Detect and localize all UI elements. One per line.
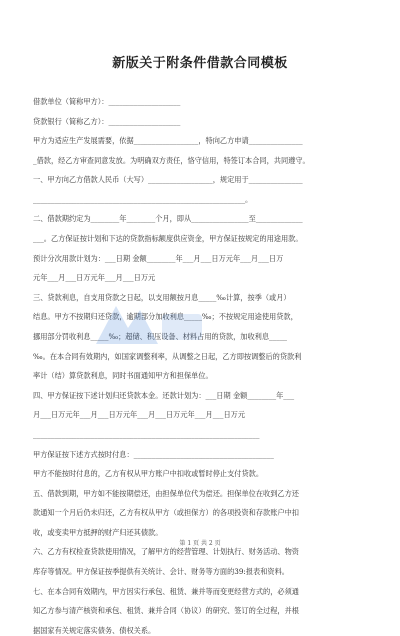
body-line: ___________________________________________________________。 [33, 194, 253, 204]
watermark-logo [88, 296, 208, 356]
body-line: 一、甲方向乙方借款人民币（大写）__________________，规定用于_______________ [33, 175, 303, 185]
body-line: ___。乙方保证按计划和下达的贷款指标额度供应资金，甲方保证按规定的用途用款。 [33, 233, 303, 243]
body-line: 预计分次用款计划为：___日期 金额________年___月___日万元年___月___日万 [33, 253, 284, 263]
body-line: 三、贷款利息，自支用贷款之日起，以支用额按月息_____‰计算，按季（或月） [33, 292, 291, 302]
body-line: 甲方保证按下述方式按时付息：_______________________________________ [33, 449, 274, 459]
body-line: 率计（结）算贷款利息，同时书面通知甲方和担保单位。 [33, 371, 213, 381]
body-line: 二、借款期约定为________年________个月，即从________________至_____________ [33, 214, 303, 224]
body-line: 据国家有关规定落实债务、债权关系。 [33, 625, 156, 635]
lender-line: 借款单位（简称甲方）：____________________ [33, 97, 181, 106]
body-line: 六、乙方有权检查贷款使用情况，了解甲方的经营管理、计划执行、财务活动、物资 [33, 547, 299, 557]
body-line: ‰。在本合同有效期内，如国家调整利率，从调整之日起，乙方即按调整后的贷款利 [33, 351, 302, 361]
body-line: 甲方为适应生产发展需要，依据__________________，特向乙方申请_______________ [33, 136, 303, 145]
body-line: 四、甲方保证按下述计划归还贷款本金。还款计划为：___日期 金额________年___ [33, 390, 295, 400]
body-line: 元年___月___日万元年___月___日万元 [33, 273, 156, 283]
body-line: 收，或变卖甲方抵押的财产归还其债款。 [33, 527, 163, 537]
body-line: _借款，经乙方审查同意发放。为明确双方责任，恪守信用，特签订本合同，共同遵守。 [33, 155, 310, 165]
body-line: 月___日万元年___月___日万元年___月___日万元年___月___日万元 [33, 410, 246, 420]
body-line: 库存等情况。甲方保证按季提供有关统计、会计、财务等方面的39:报表和资料。 [33, 567, 289, 577]
borrower-line: 贷款银行（简称乙方）：____________________ [33, 116, 181, 126]
body-line: _______________________________________________________________ [33, 429, 260, 439]
body-line: 款通知一个月后仍未归还，乙方有权从甲方（或担保方）的各项投资和存款账户中扣 [33, 508, 299, 518]
document-title: 新版关于附条件借款合同模板 [112, 56, 288, 71]
body-line: 甲方不能按时付息的，乙方有权从甲方账户中扣收或暂时停止支付贷款。 [33, 469, 264, 479]
page-footer: 第 1 页 共 2 页 [179, 540, 221, 547]
body-line: 七、在本合同有效期内，甲方因实行承包、租赁、兼并等而变更经营方式的，必须通 [33, 586, 299, 596]
body-line: 知乙方参与清产核资和承包、租赁、兼并合同（协议）的研究、签订的全过程，并根 [33, 606, 299, 616]
body-line: 挪用部分罚收利息_____‰；超储、积压设备、材料占用的贷款，加收利息_____ [33, 331, 288, 341]
body-line: 结息。甲方不按期归还贷款，逾期部分加收利息_____‰；不按规定用途使用贷款， [33, 312, 298, 322]
body-line: 五、借款到期，甲方如不能按期偿还，由担保单位代为偿还。担保单位在收到乙方还 [33, 488, 299, 498]
contract-body [33, 136, 367, 636]
